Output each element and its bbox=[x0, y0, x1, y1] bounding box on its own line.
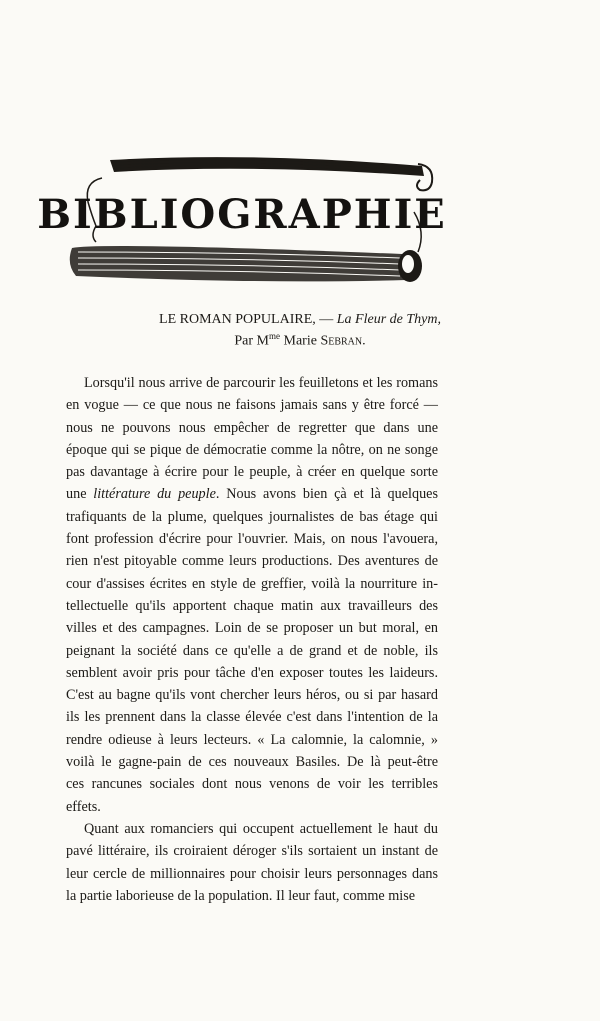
text-line: peignant la société dans ce qu'elle a de grand et de noble, ils bbox=[66, 642, 438, 659]
banner-title: BIBLIOGRAPHIE bbox=[37, 190, 447, 238]
author-line bbox=[0, 331, 600, 350]
text-fragment: . Nous avons bien çà et là quelques bbox=[215, 486, 438, 503]
banner-ornament bbox=[37, 152, 447, 292]
text-line: ces rancunes sociales dont nous venons de voir les terribles bbox=[66, 776, 438, 793]
text-line: Lorsqu'il nous arrive de parcourir les feuilletons et les romans bbox=[84, 375, 438, 391]
text-line bbox=[66, 483, 438, 505]
article-body bbox=[66, 372, 438, 907]
text-fragment: une bbox=[66, 486, 94, 503]
text-line: trafiquants de la plume, quelques journalistes de bas étage qui bbox=[66, 508, 438, 525]
text-line: rendre odieuse à leurs lecteurs. « La calomnie, la calomnie, » bbox=[66, 731, 438, 748]
text-line: semblent avoir pris pour tâche d'en exposer toutes les laideurs. bbox=[66, 664, 438, 681]
text-line: tellectuelle qu'ils apportent chaque matin aux travailleurs des bbox=[66, 597, 438, 614]
text-line: pavé littéraire, ils croiraient déroger s'ils sortaient un instant de bbox=[66, 843, 438, 860]
text-line: villes et des campagnes. Loin de se proposer un but moral, en bbox=[66, 620, 438, 637]
text-line: nous ne pouvons nous empêcher de regretter que dans une bbox=[66, 419, 438, 436]
text-line: Quant aux romanciers qui occupent actuellement le haut du bbox=[84, 820, 438, 837]
text-line: voilà le gagne-pain de ces nouveaux Basiles. De là peut-être bbox=[66, 754, 438, 771]
text-line: leur cercle de millionnaires pour choisir leurs personnages dans bbox=[66, 865, 438, 882]
text-line: rien n'est pitoyable comme leurs productions. Des aventures de bbox=[66, 553, 438, 570]
text-line: la partie laborieuse de la population. Il leur faut, comme mise bbox=[66, 887, 416, 904]
text-line: C'est au bagne qu'ils vont chercher leurs héros, ou si par hasard bbox=[66, 687, 438, 704]
author-sup: me bbox=[269, 331, 280, 341]
text-line: en vogue — ce que nous ne faisons jamais sans y être forcé — bbox=[66, 397, 438, 414]
text-line: pas davantage à écrire pour le peuple, à créer en quelque sorte bbox=[66, 464, 438, 481]
author-last: Sebran. bbox=[320, 333, 366, 349]
author-prefix: Par M bbox=[234, 333, 269, 349]
text-line: font profession d'écrire pour l'ouvrier. Mais, on nous l'avouera, bbox=[66, 531, 438, 548]
italic-phrase: littérature du peuple bbox=[93, 486, 216, 503]
text-line: effets. bbox=[66, 798, 101, 815]
text-line: cour d'assises écrites en style de greffier, voilà la nourriture in- bbox=[66, 575, 438, 592]
text-line: époque qui se pique de démocratie comme la nôtre, on ne songe bbox=[66, 441, 438, 458]
review-heading bbox=[0, 312, 600, 328]
author-first: Marie bbox=[283, 333, 317, 349]
review-title: LE ROMAN POPULAIRE, — bbox=[159, 312, 334, 327]
text-line: ils les prennent dans la classe élevée c'est dans l'intention de la bbox=[66, 709, 438, 726]
book-title: La Fleur de Thym, bbox=[336, 312, 441, 327]
